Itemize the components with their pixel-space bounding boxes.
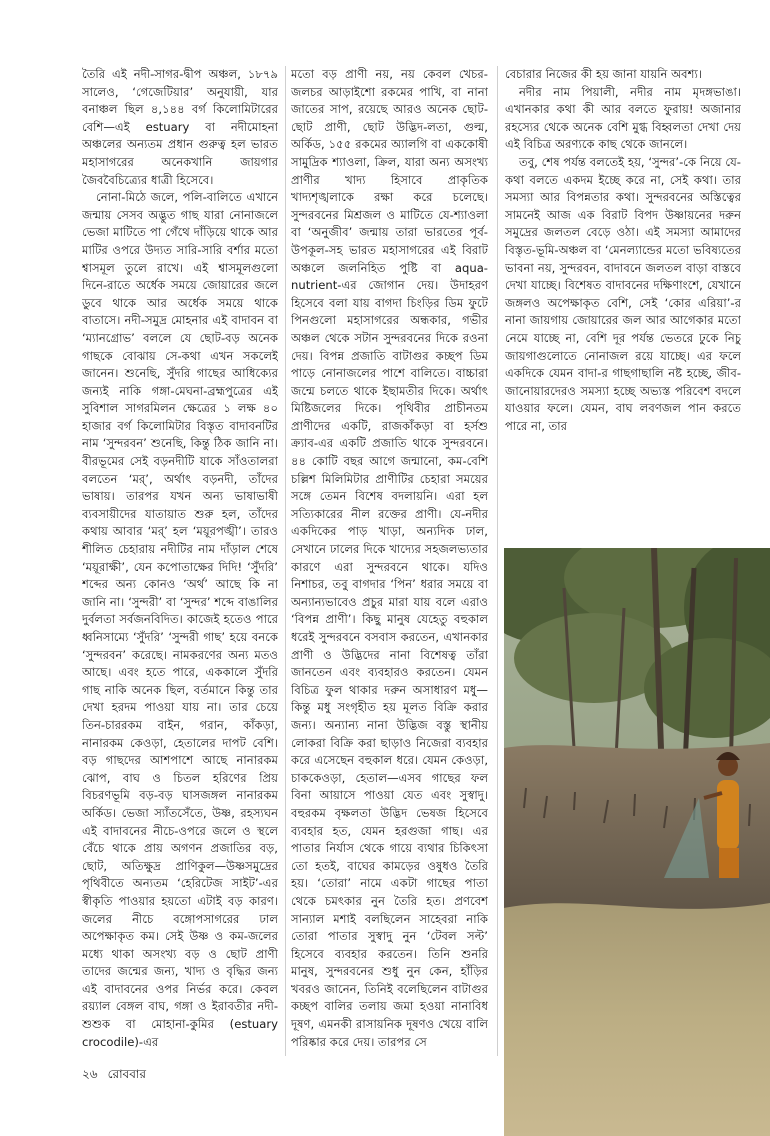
paragraph: মতো বড় প্রাণী নয়, নয় কেবল খেচর-জলচর আড়াইশো রকমের পাখি, বা নানা জাতের সাপ, রয়েছে আরও অনেক ছোট-ছোট প্রাণী, ছোট উদ্ভিদ-লতা, গুল্ম, অর্কিড, ১৫৫ রকমের অ্যালগি বা এককোষী সামুদ্রিক শ্যাওলা, ক্রিল, যারা অন্য অসংখ্য প্রাণীর খাদ্য হিসাবে প্রাকৃতিক খাদ্যশৃঙ্খলাকে রক্ষা করে চলেছে। সুন্দরবনের মিশ্রজল ও মাটিতে যে-শ্যাওলা বা ‘অনুজীব’ জন্মায় তারা ভারতের পূর্ব-উপকূল-সহ ভারত মহাসাগরের এই বিরাট অঞ্চলে জলনিহিত পুষ্টি বা aqua-nutrient-এর জোগান দেয়। উদাহরণ হিসেবে বলা যায় বাগদা চিংড়ির ডিম ফুটে পিনগুলো মহাসাগরের অন্ধকার, গভীর অঞ্চল থেকে সটান সুন্দরবনের দিকে রওনা দেয়। বিপন্ন প্রজাতি বাটাগুর কচ্ছপ ডিম পাড়ে নোনাজলের পাশে বালিতে। বাচ্চারা জন্মে চলতে থাকে ইছামতীর দিকে। অর্থাৎ মিষ্টিজলের দিকে। পৃথিবীর প্রাচীনতম প্রাণীদের একটি, রাজকাঁকড়া বা হর্সশু ক্র্যাব-এর একটি প্রজাতি থাকে সুন্দরবনে। ৪৪ কোটি বছর আগে জন্মানো, কম-বেশি চল্লিশ মিলিমিটার প্রাণীটির চেহারা সময়ের সঙ্গে তেমন বিশেষ বদলায়নি। এরা হল সত্যিকারের নীল রক্তের প্রাণী। যে-নদীর একদিকের পাড় খাড়া, অন্যদিক ঢাল, সেখানে ঢালের দিকে খাদ্যের সহজলভ্যতার কারণে এরা সুন্দরবনে থাকে। যদিও নিশাচর, তবু বাগদার ‘পিন’ ধরার সময়ে বা অন্যান্যভাবেও প্রচুর মারা যায় বলে এরাও ‘বিপন্ন প্রাণী’। কিছু মানুষ যেহেতু বহুকাল ধরেই সুন্দরবনে বসবাস করতেন, এখানকার প্রাণী ও উদ্ভিদের নানা বিশেষত্ব তাঁরা জানতেন এবং ব্যবহারও করতেন। যেমন বিচিত্র ফুল থাকার দরুন অসাধারণ মধু—কিন্তু মধু সংগৃহীত হয় মূলত বিক্রি করার জন্য। অন্যান্য নানা উদ্ভিজ বস্তু স্থানীয় লোকরা বিক্রি করা ছাড়াও নিজেরা ব্যবহার করে এসেছেন বহুকাল ধরে। যেমন কেওড়া, চাককেওড়া, হেতাল—এসব গাছের ফল বিনা আয়াসে পাওয়া যেত এবং সুস্বাদু। বহুরকম বৃক্ষলতা উদ্ভিদ ভেষজ হিসেবে ব্যবহার হত, যেমন হরগুজা গাছ। এর পাতার নির্যাস থেকে গায়ে ব্যথার চিকিৎসা তো হতই, বাঘের কামড়ের ওষুধও তৈরি হয়। ‘তোরা’ নামে একটা গাছের পাতা থেকে চমৎকার নুন তৈরি হত। প্রণবেশ সান্যাল মশাই বলছিলেন সাহেবরা নাকি তোরা পাতার সুস্বাদু নুন ‘টেবল সল্ট’ হিসেবে ব্যবহার করতেন। তিনি শুনরি মানুষ, সুন্দরবনের শুধু নুন কেন, হাঁড়ির খবরও জানেন, তিনিই বলেছিলেন বাটাগুর কচ্ছপ বালির তলায় জমা হওয়া নানাবিধ দূষণ, এমনকী রাসায়নিক দূষণও খেয়ে বালি পরিষ্কার করে দেয়। তারপর সে [291, 67, 488, 1049]
magazine-name: রোববার [107, 1067, 146, 1081]
mangrove-photo [504, 548, 770, 1136]
article-column-2 [291, 66, 488, 1056]
river-water [504, 903, 770, 1136]
paragraph: তৈরি এই নদী-সাগর-দ্বীপ অঞ্চল, ১৮৭৯ সালেও, ‘গেজেটিয়ার’ অনুযায়ী, যার বনাঞ্চল ছিল ৪,১৪৪ বর্গ কিলোমিটারের বেশি—এই estuary বা নদীমোহনা অঞ্চলের অন্যতম প্রধান গুরুত্ব হল ভারত মহাসাগরের অনেকখানি জায়গার জৈববৈচিত্র্যের ধাত্রী হিসেবে। [82, 67, 278, 187]
article-column-3 [505, 66, 741, 540]
column-divider [285, 66, 286, 1056]
paragraph: নদীর নাম পিয়ালী, নদীর নাম মৃদঙ্গভাঙা। এখানকার কথা কী আর বলতে ফুরায়! অজানার রহস্যের থেকে অনেক বেশি মুগ্ধ বিহ্বলতা দেখা দেয় এই বিচিত্র অরণ্যকে কাছ থেকে জানলে। [505, 84, 741, 152]
column-divider [497, 66, 498, 1056]
article-column-1 [82, 66, 278, 1056]
page-footer [82, 1066, 146, 1082]
paragraph: বেচারার নিজের কী হয় জানা যায়নি অবশ্য। [505, 67, 702, 81]
paragraph: তবু, শেষ পর্যন্ত বলতেই হয়, ‘সুন্দর’-কে নিয়ে যে-কথা বলতে একদম ইচ্ছে করে না, সেই কথা। তার সমস্যা আর বিপন্নতার কথা। সুন্দরবনের অস্তিত্বের সামনেই আজ এক বিরাট বিপদ উষ্ণায়নের দরুন সমুদ্রের জলতল বেড়ে ওঠা। এই সমস্যা আমাদের বিস্তৃত-ভূমি-অঞ্চল বা ‘মেনল্যান্ডের মতো ভবিষ্যতের ভাবনা নয়, সুন্দরবন, বাদাবনে জলতল বাড়া বাস্তবে দেখা যাচ্ছে। বিশেষত বাদাবনের দক্ষিণাংশে, যেখানে জঙ্গলও অপেক্ষাকৃত বেশি, সেই ‘কোর এরিয়া’-র নানা জায়গায় জোয়ারের জল আর আগেকার মতো নেমে যাচ্ছে না, বেশি দূর পর্যন্ত ভেতরে ঢুকে নিচু জায়গাগুলোতে নোনাজল রয়ে যাচ্ছে। এর ফলে একদিকে যেমন বাদা-র গাছগাছালি নষ্ট হচ্ছে, জীব-জানোয়ারদেরও সমস্যা হচ্ছে অভ্যস্ত পরিবেশ বদলে যাওয়ার ফলে। যেমন, বাঘ লবণজল পান করতে পারে না, তার [505, 154, 741, 433]
paragraph: নোনা-মিঠে জলে, পলি-বালিতে এখানে জন্মায় সেসব অদ্ভুত গাছ যারা নোনাজলে ভেজা মাটিতে পা গেঁথে দাঁড়িয়ে থাকে আর মাটির ওপরে উদ্যত সারি-সারি বর্শার মতো শ্বাসমূল তুলে রাখে। এই শ্বাসমূলগুলো দিনে-রাতে অর্ধেক সময়ে জোয়ারের জলে ডুবে থাকে আর অর্ধেক সময়ে থাকে বাতাসে। নদী-সমুদ্র মোহনার এই বাদাবন বা ‘ম্যানগ্রোভ’ বললে যে ছোট-বড় অনেক গাছকে বোঝায় সে-কথা এখন সকলেই জানেন। শুনেছি, সুঁদরি গাছের আধিক্যের জন্যই নাকি গঙ্গা-মেঘনা-ব্রহ্মপুত্রের এই সুবিশাল সাগরমিলন ক্ষেত্রের ১ লক্ষ ৪০ হাজার বর্গ কিলোমিটার বিস্তৃত বাদাবনটির নাম ‘সুন্দরবন’ শুনেছি, কিন্তু ঠিক জানি না। বীরভূমের সেই বড়নদীটি যাকে সাঁওতালরা বলতেন ‘মর্’, অর্থাৎ বড়নদী, তাঁদের ভাষায়। তারপর যখন অন্য ভাষাভাষী ব্যবসায়ীদের যাতায়াত শুরু হল, তাঁদের কথায় আবার ‘মর্’ হল ‘ময়ূরপঙ্খী’। তারও শীলিত চেহারায় নদীটির নাম দাঁড়াল শেষে ‘ময়ূরাক্ষী’, যেন কপোতাক্ষের দিদি! ‘সুঁদরি’ শব্দের অন্য কোনও ‘অর্থ’ আছে কি না জানি না। ‘সুন্দরী’ বা ‘সুন্দর’ শব্দে বাঙালির দুর্বলতা সর্বজনবিদিত। কাজেই হতেও পারে ধ্বনিসাম্যে ‘সুঁদরি’ ‘সুন্দরী গাছ’ হয়ে বনকে ‘সুন্দরবন’ করেছে। নামকরণের অন্য মতও আছে। এবং হতে পারে, এককালে সুঁদরি গাছ নাকি অনেক ছিল, বর্তমানে কিন্তু তার দেখা হরদম পাওয়া যায় না। তার চেয়ে তিন-চাররকম বাইন, গরান, কাঁকড়া, নানারকম কেওড়া, হেতালের দাপট বেশি। বড় গাছদের আশপাশে আছে নানারকম ঝোপ, বাঘ ও চিতল হরিণের প্রিয় বিচরণভূমি বড়-বড় ঘাসজঙ্গল নানারকম অর্কিড। ভেজা স্যাঁতসেঁতে, উষ্ণ, রহস্যঘন এই বাদাবনের নীচে-ওপরে জলে ও স্থলে বেঁচে থাকে প্রায় অগণন প্রজাতির বড়, ছোট, অতিক্ষুদ্র প্রাণিকুল—উষ্ণসমুদ্রের পৃথিবীতে অন্যতম ‘হেরিটেজ সাইট’-এর স্বীকৃতি পাওয়ার হয়তো এটাই বড় কারণ। জলের নীচে বঙ্গোপসাগরের ঢাল অপেক্ষাকৃত কম। সেই উষ্ণ ও কম-জলের মধ্যে থাকা অসংখ্য বড় ও ছোট প্রাণী তাদের জন্মের জন্য, খাদ্য ও বৃদ্ধির জন্য এই বাদাবনের ওপর নির্ভর করে। কেবল রয়্যাল বেঙ্গল বাঘ, গঙ্গা ও ইরাবতীর নদী-শুশুক বা মোহানা-কুমির (estuary crocodile)-এর [82, 190, 278, 1049]
page-number: ২৬ [82, 1067, 98, 1081]
